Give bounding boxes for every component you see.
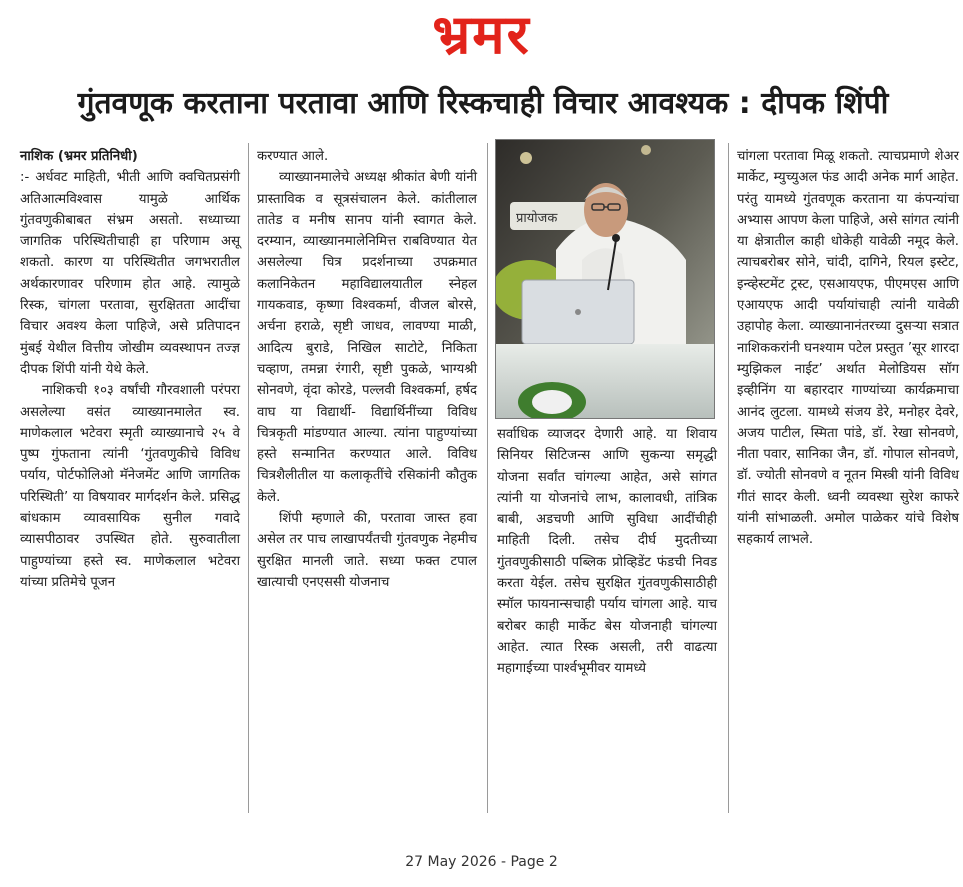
article-paragraph: नाशिकची १०३ वर्षांची गौरवशाली परंपरा असलेल्या वसंत व्याख्यानमालेत स्व. माणेकलाल भटेवरा स्मृती व्याख्यानाचे २५ वे पुष्प गुंफताना त्यांनी ‘गुंतवणुकीचे विविध पर्याय, पोर्टफोलिओ मॅनेजमेंट आणि जागतिक परिस्थिती’ या विषयावर मार्गदर्शन केले. प्रसिद्ध बांधकाम व्यावसायिक सुनील गवादे व्यासपीठावर उपस्थित होते. सुरुवातीला पाहुण्यांच्या हस्ते स्व. माणेकलाल भटेवरा यांच्या प्रतिमेचे पूजन bbox=[20, 383, 240, 590]
column-divider bbox=[487, 143, 488, 813]
article-paragraph: चांगला परतावा मिळू शकतो. त्याचप्रमाणे शेअर मार्केट, म्युच्युअल फंड आदी अनेक मार्ग आहेत. परंतु यामध्ये गुंतवणूक करताना या कंपन्यांचा अभ्यास आपण केला पाहिजे, असे सांगत त्यांनी या क्षेत्रातील काही धोकेही यावेळी नमूद केले. त्याचबरोबर सोने, चांदी, दागिने, रियल इस्टेट, इन्व्हेस्टमेंट ट्रस्ट, एसआयएफ, पीएमएस आणि एआयएफ आदी पर्यायांचाही त्यांनी यावेळी उहापोह केला. व्याख्यानानंतरच्या दुसऱ्या सत्रात नाशिककरांनी घनश्याम पटेल प्रस्तुत ’सूर शारदा म्युझिकल नाईट’ अर्थात मेलोडियस सॉग इव्हीनिंग या बहारदार गाण्यांच्या कार्यक्रमाचा आनंद लुटला. यामध्ये संजय डेरे, मनोहर देवरे, अजय पाटील, स्मिता पांडे, डॉ. रेखा सोनवणे, नीता पवार, सानिका जैन, डॉ. गोपाल सोनवणे, डॉ. ज्योती सोनवणे व नूतन मिस्त्री यांनी विविध गीतं सादर केली. ध्वनी व्यवस्था सुरेश काफरे यांनी सांभाळली. अमोल पाळेकर यांचे विशेष सहकार्य लाभले. bbox=[737, 149, 959, 548]
article-dateline: नाशिक (भ्रमर प्रतिनिधी) bbox=[20, 149, 138, 164]
article-paragraph: करण्यात आले. bbox=[257, 149, 329, 164]
newspaper-masthead: भ्रमर bbox=[432, 3, 531, 66]
column-divider bbox=[728, 143, 729, 813]
article-paragraph: :- अर्धवट माहिती, भीती आणि क्वचितप्रसंगी अतिआत्मविश्वास यामुळे आर्थिक गुंतवणुकीबाबत संभ्रम असतो. सध्याच्या जागतिक परिस्थितीचाही हा परिणाम असू शकतो. कारण या परिस्थितीत जगभरातील अर्थकारणावर परिणाम होत आहे. त्यामुळे रिस्क, चांगला परतावा, सुरक्षितता आदींचा विचार अवश्य केला पाहिजे, असे प्रतिपादन मुंबई येथील वित्तीय जोखीम व्यवस्थापन तज्ज्ञ दीपक शिंपी यांनी येथे केले. bbox=[20, 170, 240, 377]
article-paragraph: शिंपी म्हणाले की, परतावा जास्त हवा असेल तर पाच लाखापर्यंतची गुंतवणुक नेहमीच सुरक्षित मानली जाते. सध्या फक्त टपाल खात्याची एनएससी योजनाच bbox=[257, 511, 477, 590]
article-column-2 bbox=[257, 146, 477, 593]
article-headline: गुंतवणूक करताना परतावा आणि रिस्कचाही विचार आवश्यक : दीपक शिंपी bbox=[77, 86, 889, 121]
speaker-illustration bbox=[496, 140, 714, 418]
article-column-1 bbox=[20, 146, 240, 593]
banner-text: प्रायोजक bbox=[516, 211, 558, 226]
column-divider bbox=[248, 143, 249, 813]
article-paragraph: सर्वाधिक व्याजदर देणारी आहे. या शिवाय सिनियर सिटिजन्स आणि सुकन्या समृद्धी योजना सर्वांत चांगल्या आहेत, असे सांगत त्यांनी या योजनांचे लाभ, कालावधी, तांत्रिक बाबी, अडचणी आणि सुविधा आदींचीही माहिती दिली. तसेच दीर्घ मुदतीच्या गुंतवणुकीसाठी पब्लिक प्रोव्हिडेंट फंडची निवड करता येईल. तसेच सुरक्षित गुंतवणुकीसाठीही स्मॉल फायनान्सचाही पर्याय चांगला आहे. याच बरोबर काही मार्केट बेस योजनाही चांगल्या आहेत. त्यात रिस्क असली, तरी वाढत्या महागाईच्या पार्श्वभूमीवर यामध्ये bbox=[497, 427, 717, 677]
page-footer: 27 May 2026 - Page 2 bbox=[405, 854, 558, 870]
article-paragraph: व्याख्यानमालेचे अध्यक्ष श्रीकांत बेणी यांनी प्रास्ताविक व सूत्रसंचालन केले. कांतीलाल तातेड व मनीष सानप यांनी स्वागत केले. दरम्यान, व्याख्यानमालेनिमित्त राबविण्यात येत असलेल्या चित्र प्रदर्शनाच्या उपक्रमात कलानिकेतन महाविद्यालयातील स्नेहल गायकवाड, कृष्णा विश्वकर्मा, वीजल बोरसे, अर्चना हराळे, सृष्टी जाधव, लावण्या माळी, आदित्य बुराडे, निखिल साटोटे, निकिता चव्हाण, तमन्ना रंगारी, सृष्टी पुकळे, भाग्यश्री सोनवणे, वृंदा कोरडे, पल्लवी विश्वकर्मा, हर्षद वाघ या विद्यार्थी- विद्यार्थिनींच्या विविध चित्रकृती मांडण्यात आल्या. त्यांना पाहुण्यांच्या हस्ते सन्मानित करण्यात आले. विविध चित्रशैलीतील या कलाकृतींचे रसिकांनी कौतुक केले. bbox=[257, 170, 477, 505]
speaker-photo bbox=[495, 139, 715, 419]
article-column-3 bbox=[497, 424, 717, 680]
article-column-4 bbox=[737, 146, 959, 551]
